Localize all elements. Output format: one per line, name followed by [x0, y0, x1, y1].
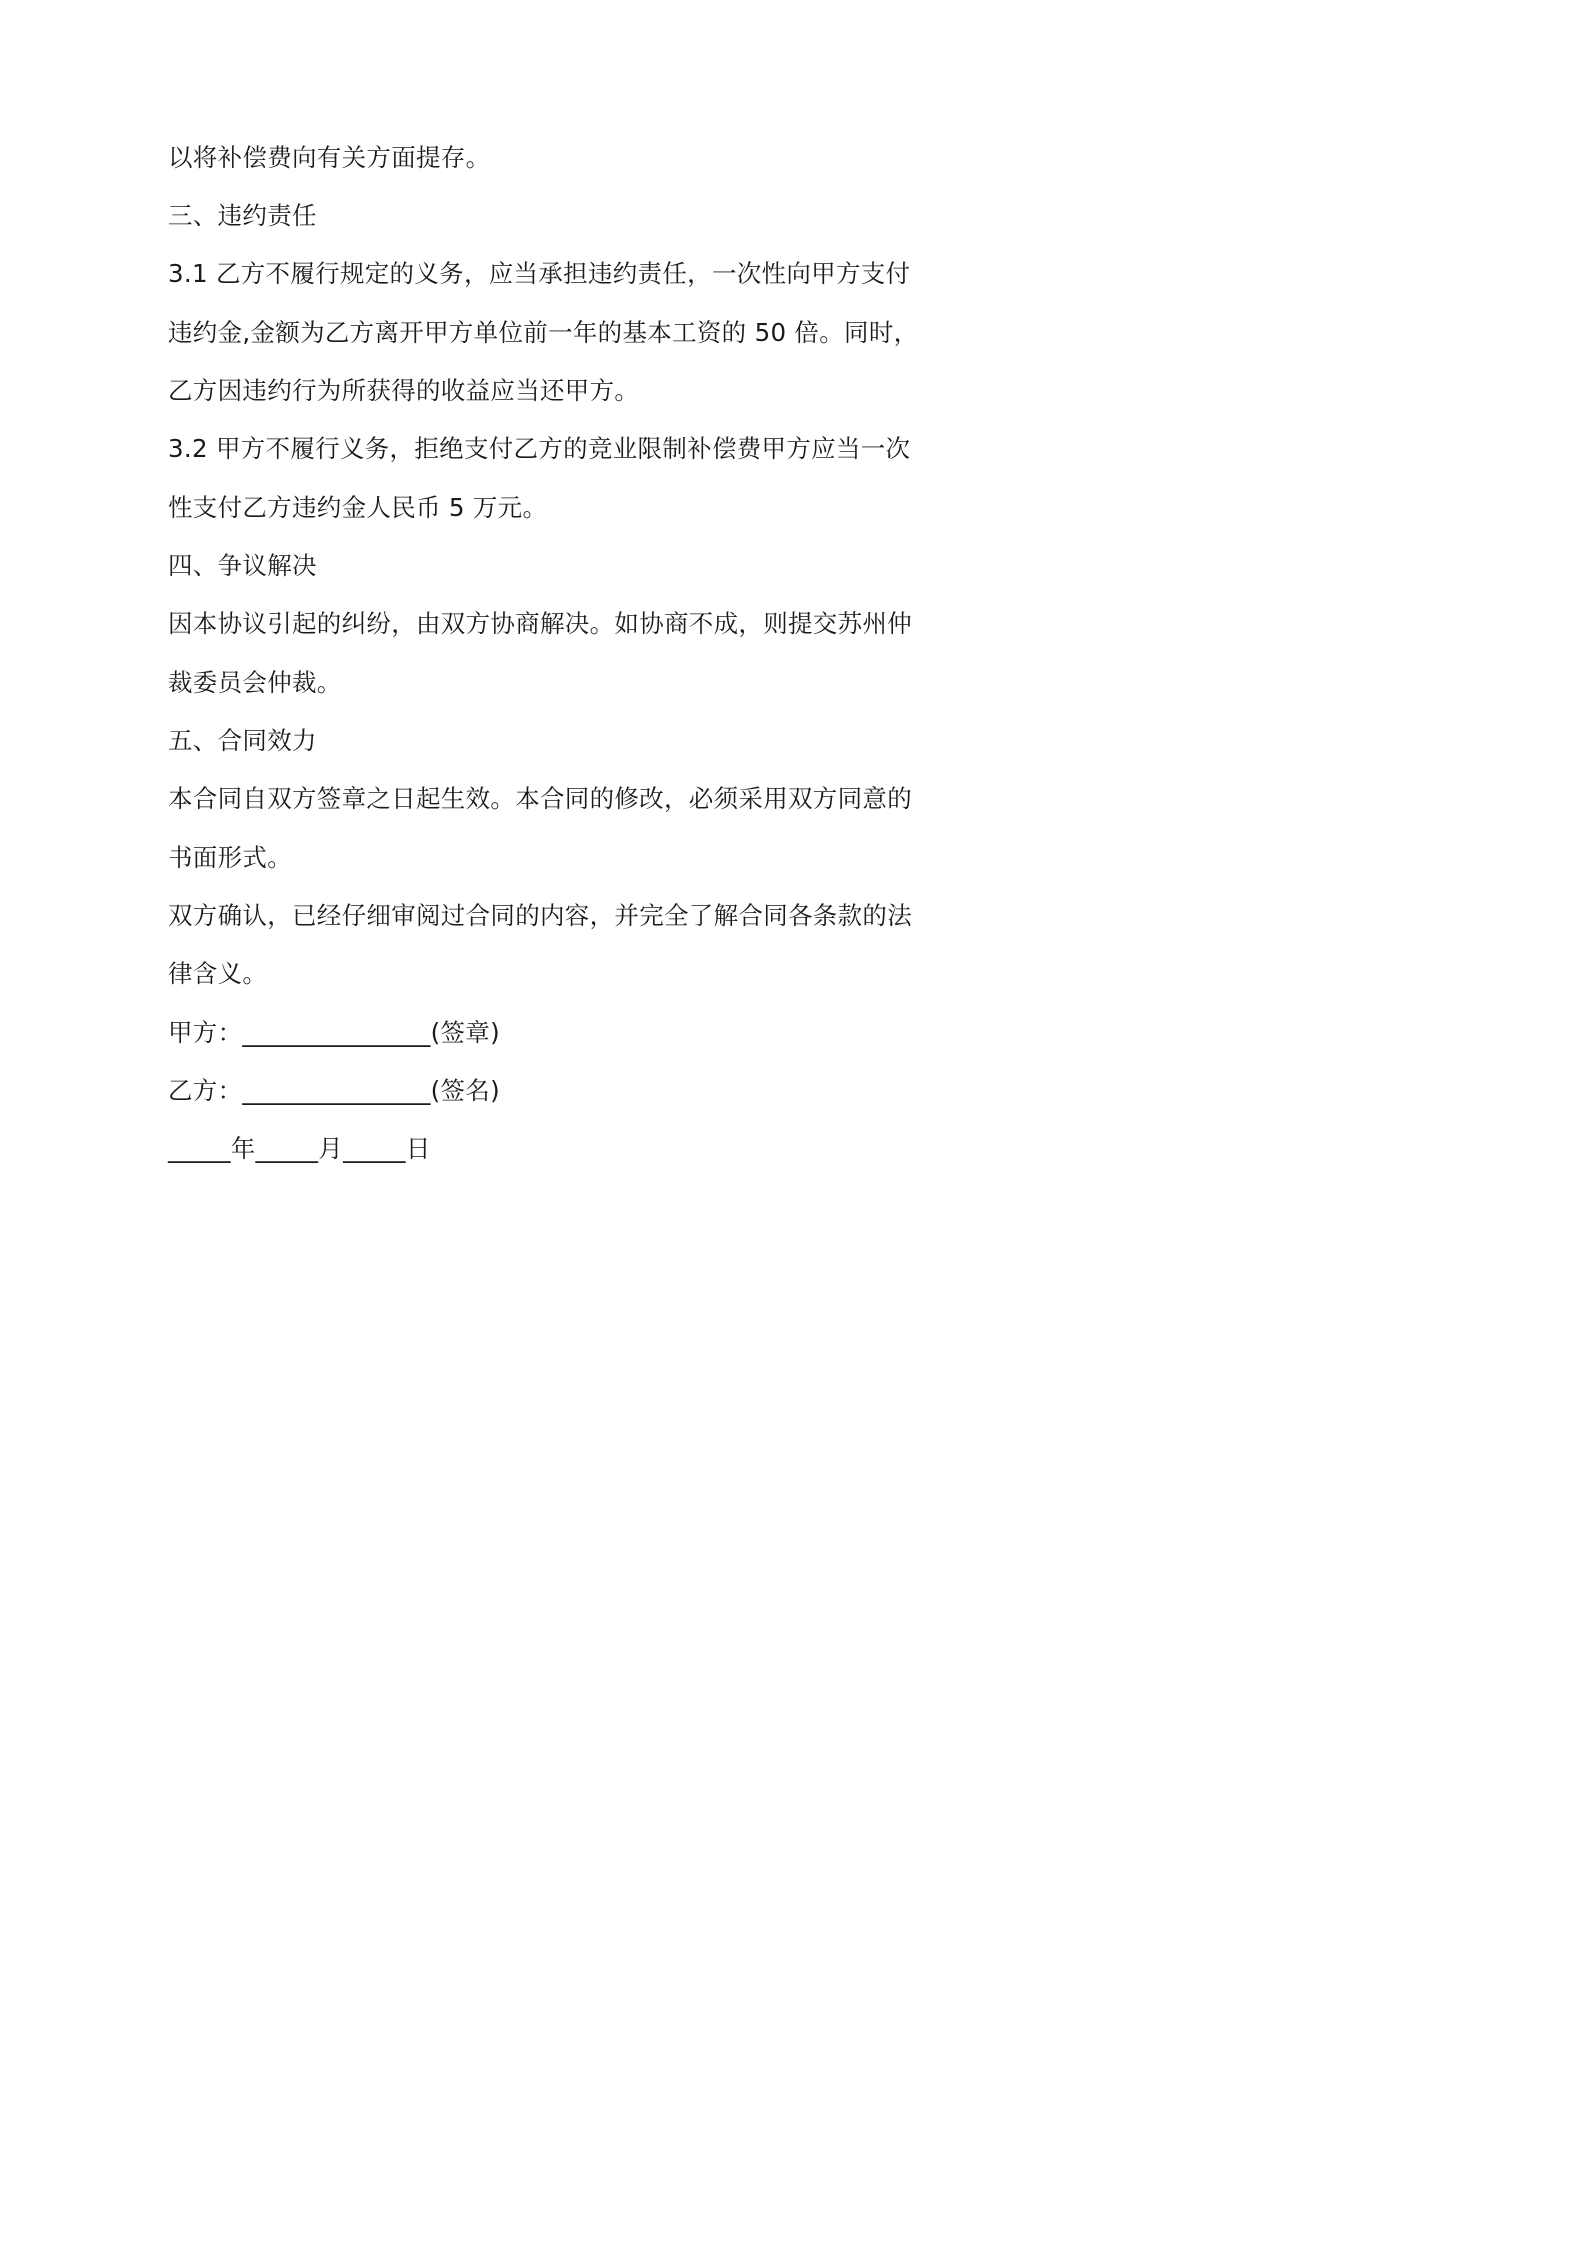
paragraph-line: 违约金,金额为乙方离开甲方单位前一年的基本工资的 50 倍。同时， [168, 318, 919, 347]
document-page [0, 0, 1100, 1556]
paragraph-line: 乙方因违约行为所获得的收益应当还甲方。 [168, 376, 640, 405]
paragraph-line: 书面形式。 [168, 843, 292, 872]
paragraph-line: 3.2 甲方不履行义务，拒绝支付乙方的竞业限制补偿费甲方应当一次 [168, 434, 911, 463]
paragraph-line: 律含义。 [168, 959, 268, 988]
paragraph-line: 裁委员会仲裁。 [168, 668, 342, 697]
paragraph-line: 以将补偿费向有关方面提存。 [168, 143, 491, 172]
party-b-signature-line: 乙方：_______________(签名) [168, 1076, 500, 1105]
paragraph-line: 3.1 乙方不履行规定的义务，应当承担违约责任，一次性向甲方支付 [168, 259, 911, 288]
party-a-signature-line: 甲方：_______________(签章) [168, 1018, 500, 1047]
paragraph-line: 双方确认，已经仔细审阅过合同的内容，并完全了解合同各条款的法 [168, 901, 912, 930]
paragraph-line: 性支付乙方违约金人民币 5 万元。 [168, 493, 548, 522]
section-heading-liability: 三、违约责任 [168, 201, 317, 230]
date-line: _____年_____月_____日 [168, 1134, 431, 1163]
paragraph-line: 本合同自双方签章之日起生效。本合同的修改，必须采用双方同意的 [168, 784, 912, 813]
paragraph-line: 因本协议引起的纠纷，由双方协商解决。如协商不成，则提交苏州仲 [168, 609, 912, 638]
section-heading-dispute: 四、争议解决 [168, 551, 317, 580]
section-heading-validity: 五、合同效力 [168, 726, 317, 755]
